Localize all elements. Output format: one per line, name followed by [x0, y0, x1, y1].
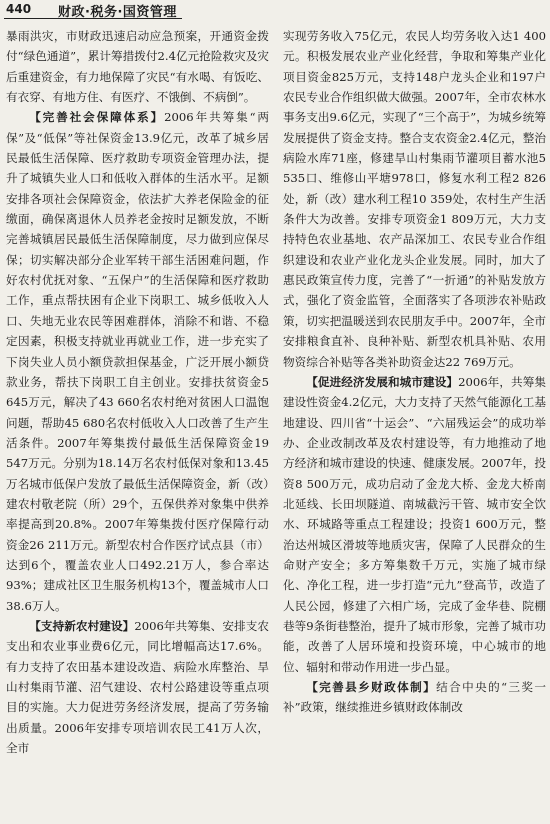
section-title: 【完善社会保障体系】 [29, 110, 165, 125]
page-header [0, 0, 550, 20]
paragraph-labor-income: 实现劳务收入75亿元，农民人均劳务收入达1 400元。积极发展农业产业化经营，争取和筹集产业化项目资金825万元，支持148户龙头企业和197户农民专业合作组织做大做强。2007年，全市农林水事务支出9.6亿元，实现了“三个高于”，为城乡统筹发展提供了资金支持。整合支农资金2.4亿元，整治病险水库71座，修建旱山村集雨节灌项目蓄水池5 535口、维修山平塘978口，修复水利工程2 826处，新（改）建水利工程10 359处，农村生产生活条件大为改善。安排专项资金1 809万元，大力支持特色农业基地、农产品深加工、农民专业合作组织建设和农业产业化龙头企业发展。同时，加大了惠民政策宣传力度，完善了“一折通”的补贴发放方式，强化了资金监管，全面落实了各项涉农补贴政策，切实把温暖送到农民朋友手中。2007年，全市安排粮食直补、良种补贴、新型农机具补贴、农用物资综合补贴等各类补助资金达22 769万元。 [283, 29, 546, 369]
running-title: 财政·税务·国资管理 [58, 5, 177, 20]
section-body: 2006年共筹集“两保”及“低保”等社保资金13.9亿元，改革了城乡居民最低生活保障、医疗救助专项资金管理办法，提升了城镇失业人口和低收入群体的生活水平。足额安排各项社会保障资金，依法扩大养老保险金的征缴面，确保离退休人员养老金按时足额发放，不断完善城镇居民最低生活保障制度，尽力做到应保尽保；切实解决部分企业军转干部生活困难问题，作好农村优抚对象、“五保户”的生活保障和医疗救助工作，重点帮扶困有企业下岗职工、城乡低收入人口、失地无业农民等困难群体，消除不和谐、不稳定因素，积极支持就业再就业工作，进一步充实了下岗失业人员小额贷款担保基金，广泛开展小额贷款业务，帮扶下岗职工自主创业。安排扶贫资金5 645万元，解决了43 660名农村绝对贫困人口温饱问题，帮助45 680名农村低收入人口改善了生产生活条件。2007年筹集拨付最低生活保障资金19 547万元。分别为18.14万名农村低保对象和13.45万名城市低保户发放了最低生活保障资金，新（改）建农村敬老院（所）29个，五保供养对象集中供养率提高到20.8%。2007年筹集拨付医疗保障行动资金26 211万元。新型农村合作医疗试点县（市）达到6个，覆盖农业人口492.21万人，参合率达93%；建成社区卫生服务机构13个，覆盖城市人口38.6万人。 [6, 110, 269, 613]
page-number: 440 [6, 2, 32, 16]
section-body: 结合中央的“三奖一补”政策，继续推进乡镇财政体制改 [283, 680, 546, 715]
section-social-security [6, 107, 269, 616]
section-title: 【促进经济发展和城市建设】 [306, 374, 459, 389]
section-body: 2006年，共筹集建设性资金4.2亿元，大力支持了天然气能源化工基地建设、四川省“十运会”、“六届残运会”的成功举办、企业改制改革及农村建设等，有力地推动了地方经济和城市建设的快速、健康发展。2007年，投资8 500万元，成功启动了金龙大桥、金龙大桥南北延线、长田坝隧道、南城截污干管、城市安全饮水、环城路等重点工程建设；投资1 600万元，整治达州城区滑坡等地质灾害，保障了人民群众的生命财产安全；多方筹集数千万元，实施了城市绿化、净化工程，进一步打造“元九”登高节，改造了人民公园，修建了六相广场，完成了金华巷、院棚巷等9条街巷整治，提升了城市形象，完善了城市功能，改善了人居环境和投资环境，中心城市的地位、辐射和带动作用进一步凸显。 [283, 374, 546, 674]
right-column [283, 26, 546, 718]
header-rule [4, 18, 182, 19]
section-economic-development [283, 372, 546, 677]
section-county-finance [283, 677, 546, 718]
left-column [6, 26, 269, 758]
paragraph-disaster-relief: 暴雨洪灾，市财政迅速启动应急预案，开通资金拨付“绿色通道”，累计筹措拨付2.4亿元抢险救灾及灾后重建资金，有力地保障了灾民“有水喝、有饭吃、有衣穿、有地方住、有医疗、不饿倒、不病倒”。 [6, 29, 269, 105]
section-new-countryside [6, 616, 269, 758]
section-body: 2006年共筹集、安排支农支出和农业事业费6亿元，同比增幅高达17.6%。有力支持了农田基本建设改造、病险水库整治、旱山村集雨节灌、沼气建设、农村公路建设等重点项目的实施。大力促进劳务经济发展，提高了劳务输出质量。2006年安排专项培训农民工41万人次，全市 [6, 618, 269, 756]
section-title: 【支持新农村建设】 [29, 618, 135, 633]
section-title: 【完善县乡财政体制】 [306, 680, 437, 694]
